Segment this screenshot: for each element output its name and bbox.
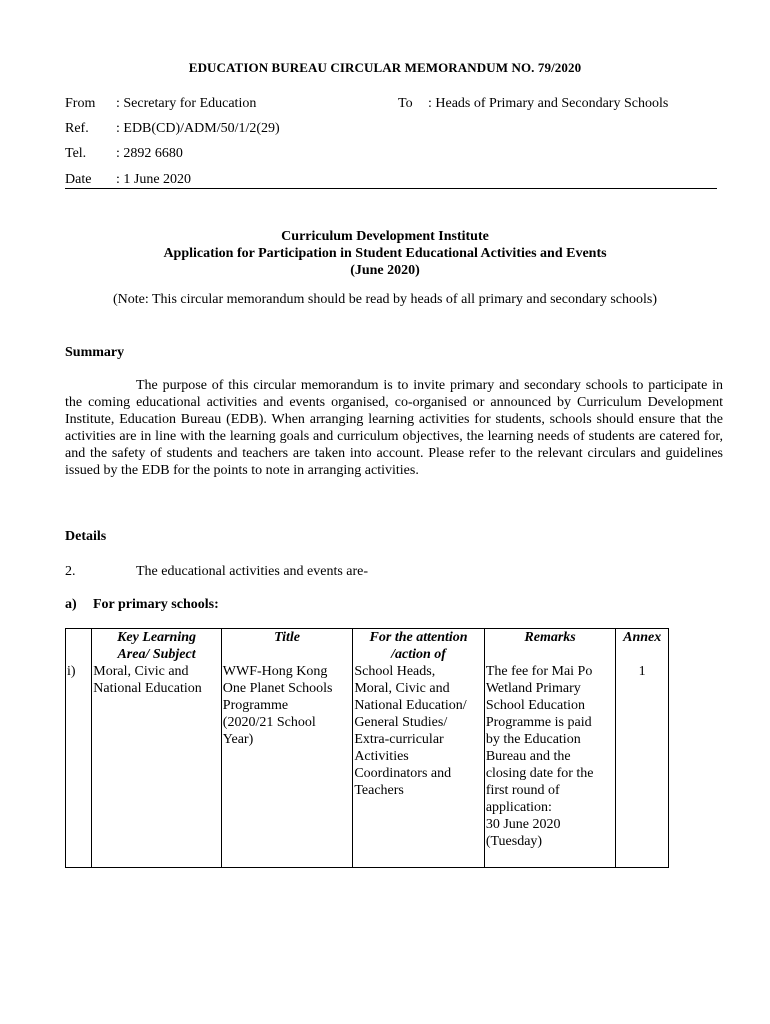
summary-heading: Summary bbox=[65, 345, 125, 360]
memorandum-title: EDUCATION BUREAU CIRCULAR MEMORANDUM NO. 79/2020 bbox=[188, 60, 582, 75]
ref-label: Ref. bbox=[65, 121, 89, 136]
to-value: : Heads of Primary and Secondary Schools bbox=[428, 96, 669, 111]
heading-line-2: Application for Participation in Student Educational Activities and Events bbox=[163, 246, 607, 261]
from-value: : Secretary for Education bbox=[116, 96, 257, 111]
details-heading: Details bbox=[65, 529, 107, 544]
date-label: Date bbox=[65, 172, 92, 187]
tel-value: : 2892 6680 bbox=[116, 146, 183, 161]
to-row bbox=[398, 96, 668, 112]
header-annex: Annex bbox=[616, 629, 669, 664]
date-row bbox=[65, 172, 191, 188]
from-label: From bbox=[65, 96, 96, 111]
table-header-row bbox=[66, 629, 669, 664]
date-value: : 1 June 2020 bbox=[116, 172, 192, 187]
header-remarks: Remarks bbox=[484, 629, 616, 664]
header-title: Title bbox=[221, 629, 353, 664]
from-row bbox=[65, 96, 256, 112]
tel-label: Tel. bbox=[65, 146, 87, 161]
heading-line-1: Curriculum Development Institute bbox=[281, 229, 489, 244]
primary-schools-subheading bbox=[65, 597, 219, 613]
header-attention: For the attention /action of bbox=[353, 629, 485, 664]
summary-paragraph: The purpose of this circular memorandum is to invite primary and secondary schools to participate in the coming educational activities and events organised, co-organised or announced by Curriculum Development Institute, Education Bureau (EDB). When arranging learning activities for students, schools should ensure that the activities are in line with the learning goals and curriculum objectives, the learning needs of students are catered for, and the safety of students and teachers are taken into account. Please refer to the relevant circulars and guidelines issued by the EDB for the points to note in arranging activities. bbox=[65, 378, 723, 478]
heading-line-3: (June 2020) bbox=[350, 263, 420, 278]
to-label: To bbox=[398, 96, 413, 111]
row-attention: School Heads, Moral, Civic and National Education/ General Studies/ Extra-curricular Activities Coordinators and Teachers bbox=[353, 663, 485, 868]
details-item-2 bbox=[65, 564, 368, 580]
header-index bbox=[66, 629, 92, 664]
row-annex: 1 bbox=[616, 663, 669, 868]
document-heading bbox=[0, 228, 770, 279]
sub-text: For primary schools: bbox=[93, 597, 219, 612]
row-title: WWF-Hong Kong One Planet Schools Programme (2020/21 School Year) bbox=[221, 663, 353, 868]
header-divider bbox=[65, 188, 717, 189]
row-kla: Moral, Civic and National Education bbox=[92, 663, 222, 868]
tel-row bbox=[65, 146, 183, 162]
sub-letter: a) bbox=[65, 597, 77, 612]
ref-row bbox=[65, 121, 280, 137]
ref-value: : EDB(CD)/ADM/50/1/2(29) bbox=[116, 121, 280, 136]
activities-table bbox=[65, 628, 669, 868]
table-row bbox=[66, 663, 669, 868]
row-remarks: The fee for Mai Po Wetland Primary School Education Programme is paid by the Education Bureau and the closing date for the first round of application: 30 June 2020 (Tuesday) bbox=[484, 663, 616, 868]
header-kla: Key Learning Area/ Subject bbox=[92, 629, 222, 664]
readership-note: (Note: This circular memorandum should be read by heads of all primary and secondary schools) bbox=[112, 292, 658, 307]
item-number: 2. bbox=[65, 564, 76, 579]
item-text: The educational activities and events are- bbox=[136, 564, 369, 579]
row-index: i) bbox=[66, 663, 92, 868]
